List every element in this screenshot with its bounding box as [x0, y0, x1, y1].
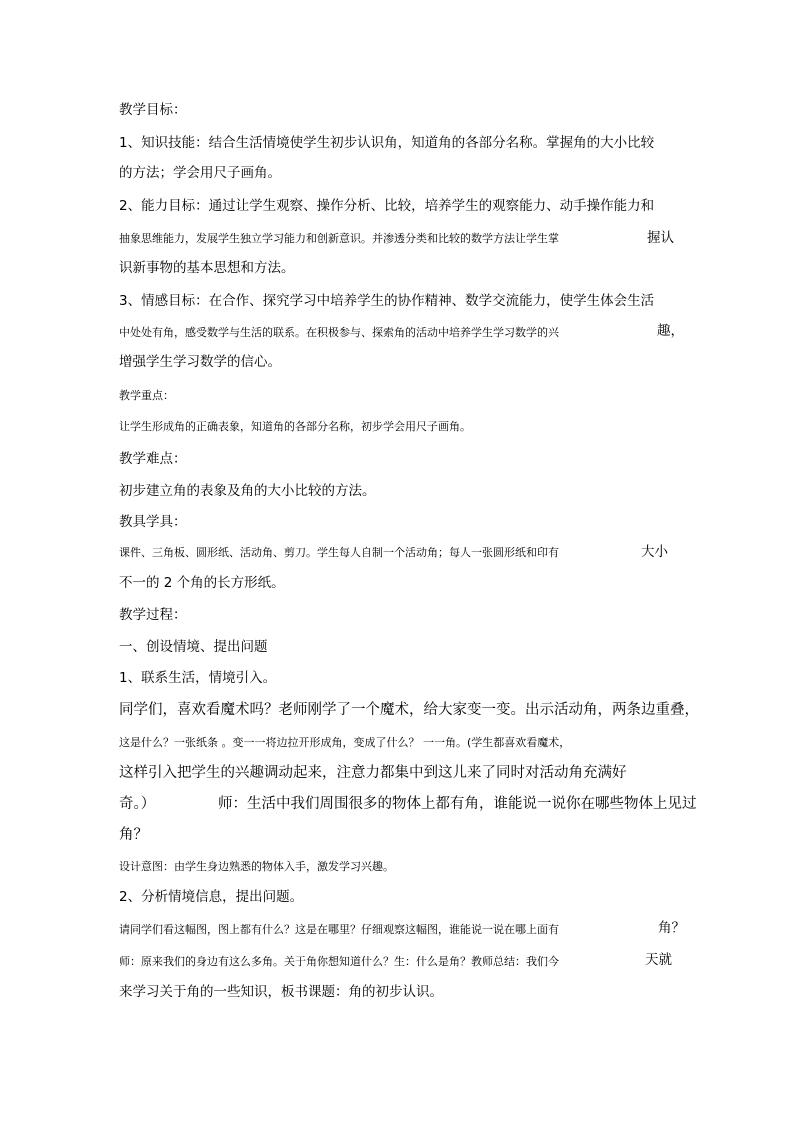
- objective-2-line-1: 2、能力目标：通过让学生观察、操作分析、比较，培养学生的观察能力、动手操作能力和: [119, 198, 655, 214]
- heading-difficulties: 教学难点：: [119, 451, 187, 467]
- objective-3-line-3: 增强学生学习数学的信心。: [119, 354, 281, 370]
- intro-line-1: 同学们，喜欢看魔术吗？老师刚学了一个魔术，给大家变一变。出示活动角，两条边重叠，: [119, 702, 699, 718]
- heading-key-points: 教学重点：: [119, 389, 174, 402]
- objective-2-line-2-end: 握认: [647, 230, 674, 246]
- intro-line-3: 这样引入把学生的兴趣调动起来，注意力都集中到这儿来了同时对活动角充满好: [119, 765, 627, 781]
- objective-3-line-2-end: 趣，: [657, 323, 684, 339]
- step-2-title: 2、分析情境信息，提出问题。: [119, 889, 304, 905]
- step-2-line-1: 请同学们看这幅图，图上都有什么？这是在哪里？仔细观察这幅图，谁能说一说在哪上面有: [119, 923, 559, 936]
- objective-1-line-2: 的方法；学会用尺子画角。: [119, 165, 281, 181]
- difficulties-text: 初步建立角的表象及角的大小比较的方法。: [119, 483, 376, 499]
- step-2-line-3: 来学习关于角的一些知识，板书课题：角的初步认识。: [119, 984, 443, 1000]
- objective-1-line-1: 1、知识技能：结合生活情境使学生初步认识角，知道角的各部分名称。掌握角的大小比较: [119, 135, 655, 151]
- step-2-line-2-end: 天就: [645, 952, 672, 968]
- step-1-title: 1、联系生活，情境引入。: [119, 670, 277, 686]
- heading-objectives: 教学目标：: [119, 102, 187, 118]
- tools-line-1: 课件、三角板、圆形纸、活动角、剪刀。学生每人自制一个活动角；每人一张圆形纸和印有: [119, 546, 559, 559]
- objective-3-line-2: 中处处有角，感受数学与生活的联系。在积极参与、探索角的活动中培养学生学习数学的兴: [119, 326, 559, 339]
- section-1-title: 一、创设情境、提出问题: [119, 639, 268, 655]
- intro-line-5: 角？: [119, 827, 148, 843]
- tools-line-1-end: 大小: [641, 544, 668, 560]
- objective-2-line-2: 抽象思维能力，发展学生独立学习能力和创新意识。并渗透分类和比较的数学方法让学生掌: [119, 232, 559, 245]
- intro-line-4-start: 奇。）: [119, 796, 156, 812]
- step-2-line-1-end: 角？: [658, 920, 685, 936]
- heading-teaching-tools: 教具学具：: [119, 514, 187, 530]
- design-intent: 设计意图：由学生身边熟悉的物体入手，激发学习兴趣。: [119, 860, 394, 873]
- objective-2-line-3: 识新事物的基本思想和方法。: [119, 260, 295, 276]
- key-points-text: 让学生形成角的正确表象，知道角的各部分名称，初步学会用尺子画角。: [119, 420, 471, 433]
- tools-line-2: 不一的 2 个角的长方形纸。: [119, 575, 285, 591]
- step-2-line-2: 师：原来我们的身边有这么多角。关于角你想知道什么？生：什么是角？教师总结：我们今: [119, 955, 559, 968]
- intro-line-2: 这是什么？一张纸条 。变一一将边拉开形成角，变成了什么？ 一一角。(学生都喜欢看魔术，: [119, 736, 571, 749]
- objective-3-line-1: 3、情感目标：在合作、探究学习中培养学生的协作精神、数学交流能力，使学生体会生活: [119, 293, 655, 309]
- intro-line-4: 师：生活中我们周围很多的物体上都有角，谁能说一说你在哪些物体上见过: [218, 796, 697, 812]
- heading-teaching-process: 教学过程：: [119, 607, 187, 623]
